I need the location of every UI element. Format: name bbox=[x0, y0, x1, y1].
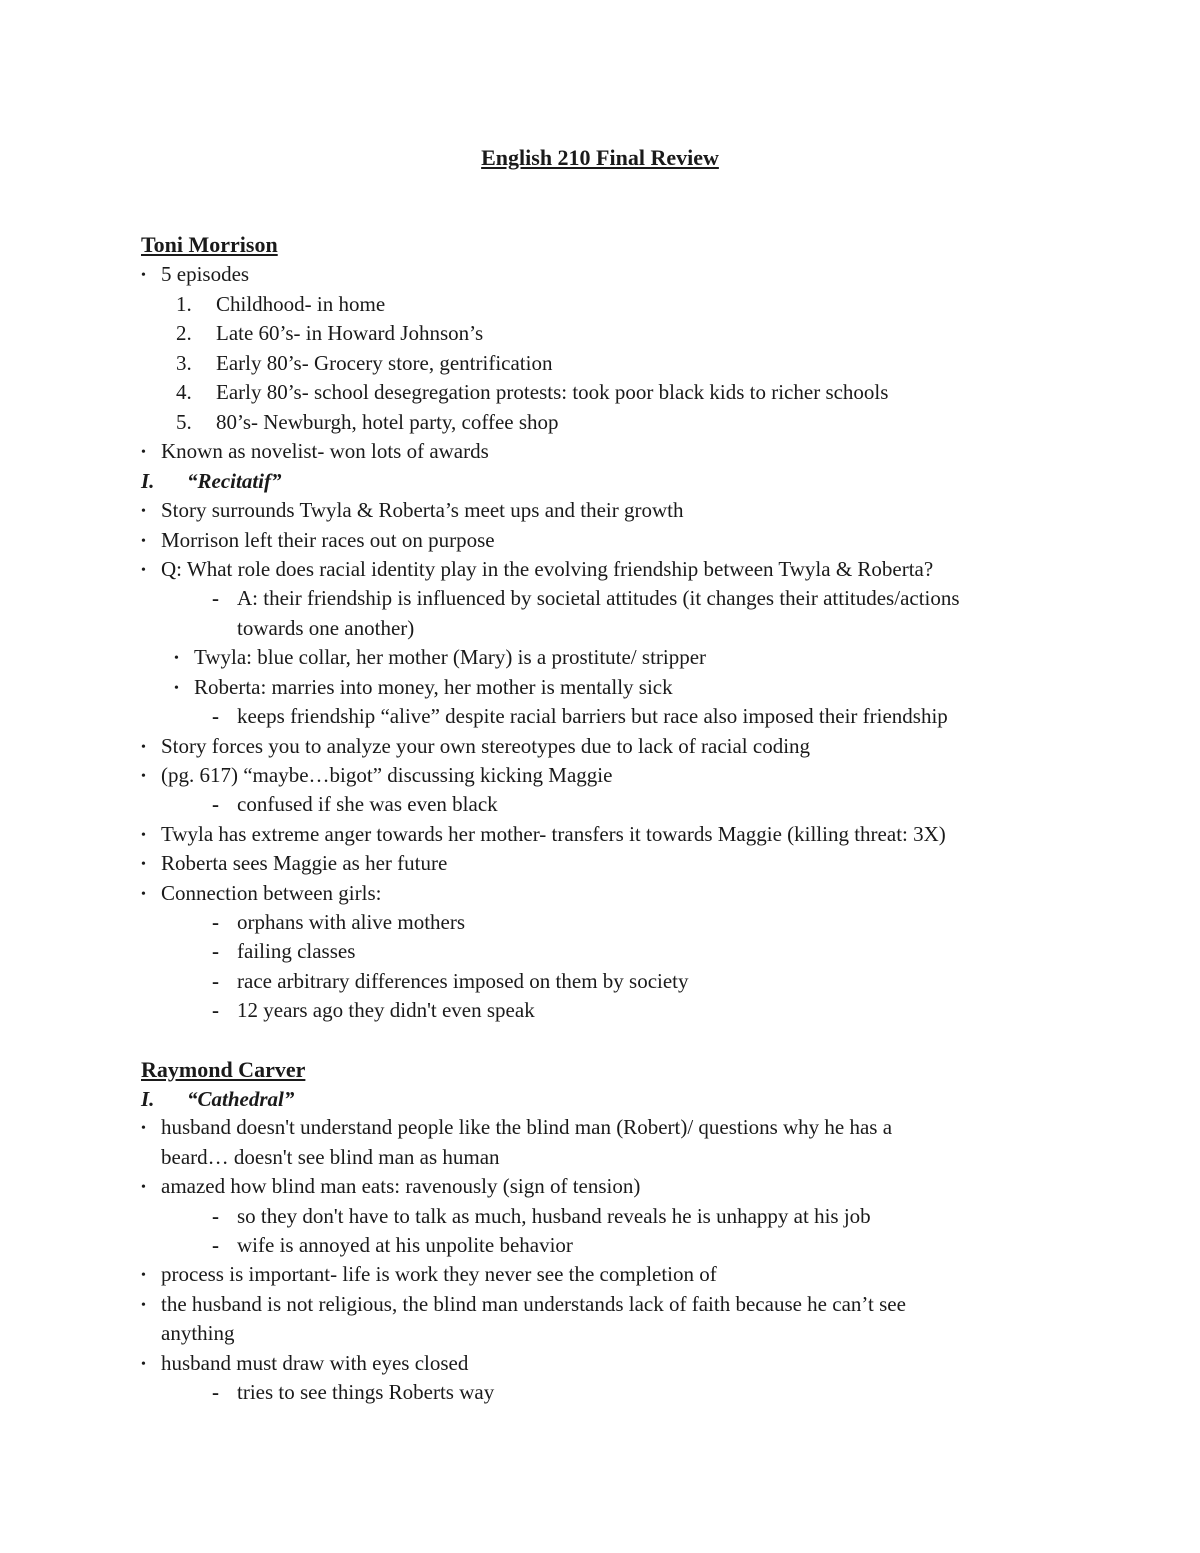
list-item: • husband doesn't understand people like the blind man (Robert)/ questions why he has a bbox=[141, 1115, 893, 1139]
list-item: - failing classes bbox=[212, 939, 356, 963]
list-item: • Twyla: blue collar, her mother (Mary) is a prostitute/ stripper bbox=[174, 645, 707, 669]
list-item-continuation: beard… doesn't see blind man as human bbox=[161, 1145, 500, 1169]
sub-heading-recitatif: I. “Recitatif” bbox=[141, 469, 282, 493]
sub-heading-cathedral: I. “Cathedral” bbox=[141, 1087, 295, 1111]
list-item: • Story forces you to analyze your own stereotypes due to lack of racial coding bbox=[141, 734, 811, 758]
list-item: 5. 80’s- Newburgh, hotel party, coffee shop bbox=[176, 410, 559, 434]
list-item: - so they don't have to talk as much, husband reveals he is unhappy at his job bbox=[212, 1204, 871, 1228]
list-item: • Q: What role does racial identity play in the evolving friendship between Twyla & Roberta? bbox=[141, 557, 934, 581]
bullet-marker: • bbox=[141, 268, 146, 283]
page-title: English 210 Final Review bbox=[481, 145, 719, 170]
section-heading-toni-morrison: Toni Morrison bbox=[141, 232, 278, 257]
list-item: • amazed how blind man eats: ravenously (sign of tension) bbox=[141, 1174, 641, 1198]
list-item: - keeps friendship “alive” despite racial barriers but race also imposed their friendship bbox=[212, 704, 948, 728]
list-item: - wife is annoyed at his unpolite behavior bbox=[212, 1233, 573, 1257]
list-item: • process is important- life is work they never see the completion of bbox=[141, 1262, 717, 1286]
list-item: 2. Late 60’s- in Howard Johnson’s bbox=[176, 321, 484, 345]
list-item: - A: their friendship is influenced by societal attitudes (it changes their attitudes/actions bbox=[212, 586, 960, 610]
list-item: • Known as novelist- won lots of awards bbox=[141, 439, 489, 463]
list-item: • the husband is not religious, the blind man understands lack of faith because he can’t see bbox=[141, 1292, 906, 1316]
list-item: • Roberta sees Maggie as her future bbox=[141, 851, 448, 875]
list-item: 4. Early 80’s- school desegregation protests: took poor black kids to richer schools bbox=[176, 380, 889, 404]
list-item: - orphans with alive mothers bbox=[212, 910, 466, 934]
list-item: • Roberta: marries into money, her mother is mentally sick bbox=[174, 675, 673, 699]
list-item-continuation: anything bbox=[161, 1321, 235, 1345]
list-item: - tries to see things Roberts way bbox=[212, 1380, 495, 1404]
list-item: 3. Early 80’s- Grocery store, gentrification bbox=[176, 351, 553, 375]
section-heading-raymond-carver: Raymond Carver bbox=[141, 1057, 306, 1082]
list-item: • 5 episodes bbox=[141, 260, 249, 291]
list-item-continuation: towards one another) bbox=[237, 616, 415, 640]
list-item: • husband must draw with eyes closed bbox=[141, 1351, 469, 1375]
list-item: - confused if she was even black bbox=[212, 792, 498, 816]
list-item: • Connection between girls: bbox=[141, 881, 382, 905]
list-item: • Story surrounds Twyla & Roberta’s meet ups and their growth bbox=[141, 498, 684, 522]
list-item: • Twyla has extreme anger towards her mother- transfers it towards Maggie (killing threat: 3X) bbox=[141, 822, 946, 846]
list-item: • Morrison left their races out on purpose bbox=[141, 528, 495, 552]
list-item: - 12 years ago they didn't even speak bbox=[212, 998, 535, 1022]
list-item: • (pg. 617) “maybe…bigot” discussing kicking Maggie bbox=[141, 763, 613, 787]
list-item: 1. Childhood- in home bbox=[176, 292, 386, 316]
list-item: - race arbitrary differences imposed on them by society bbox=[212, 969, 689, 993]
